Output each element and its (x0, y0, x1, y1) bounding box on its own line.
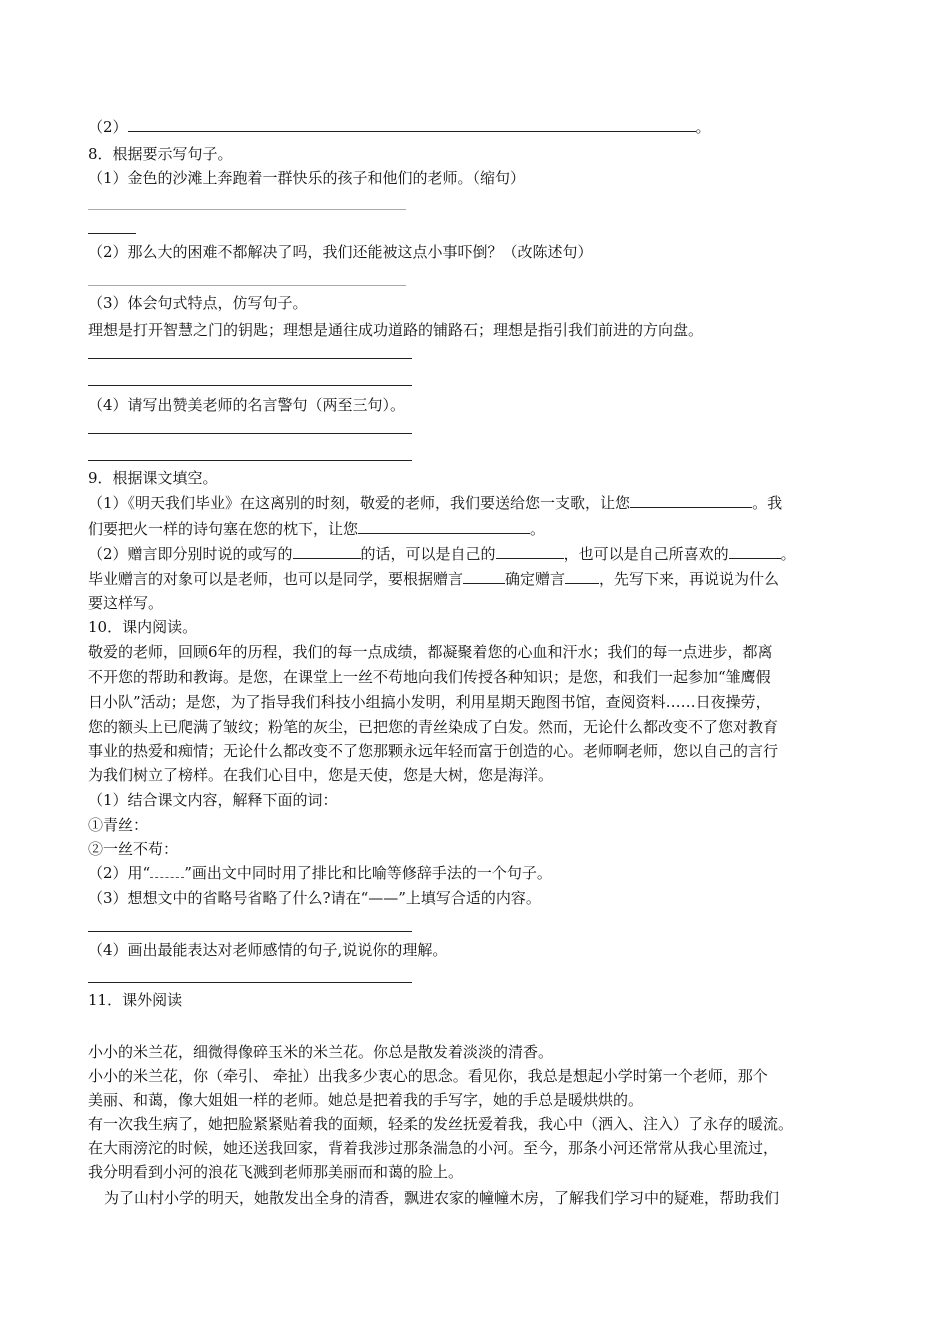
q8-item1: （1）金色的沙滩上奔跑着一群快乐的孩子和他们的老师。（缩句） (88, 169, 526, 187)
answer-line[interactable] (88, 209, 406, 210)
q9-heading: 9．根据课文填空。 (88, 469, 218, 487)
passage-line: 日小队”活动；是您，为了指导我们科技小组搞小发明，利用星期天跑图书馆，查阅资料……日夜操劳， (88, 693, 771, 711)
reading-line: 美丽、和蔼，像大姐姐一样的老师。她总是把着我的手写字，她的手总是暖烘烘的。 (88, 1091, 644, 1109)
reading-line: 小小的米兰花，细微得像碎玉米的米兰花。你总是散发着淡淡的清香。 (88, 1043, 554, 1061)
answer-line[interactable] (88, 358, 412, 359)
reading-line: 在大雨滂沱的时候，她还送我回家，背着我涉过那条湍急的小河。至今，那条小河还常常从我心里流过， (88, 1139, 779, 1157)
answer-blank[interactable] (729, 544, 781, 559)
q8-item4: （4）请写出赞美老师的名言警句（两至三句）。 (88, 396, 406, 414)
reading-line: 小小的米兰花，你（牵引、 牵扯）出我多少衷心的思念。看见你，我总是想起小学时第一个老师，那个 (88, 1067, 768, 1085)
q10-item1: （1）结合课文内容，解释下面的词： (88, 791, 338, 809)
q9-item1-line1: （1）《明天我们毕业》在这离别的时刻，敬爱的老师，我们要送给您一支歌，让您 。我 (88, 494, 783, 512)
q10-item1-word1: ①青丝： (88, 816, 149, 834)
answer-blank[interactable] (565, 569, 599, 584)
passage-line: 不开您的帮助和教诲。是您，在课堂上一丝不苟地向我们传授各种知识；是您，和我们一起参加“雏鹰假 (88, 668, 771, 686)
answer-line-continuation[interactable] (88, 233, 136, 234)
q7-item2-line: （2） 。 (88, 118, 711, 136)
q10-item1-word2: ②一丝不苟： (88, 840, 179, 858)
reading-line: 有一次我生病了，她把脸紧紧贴着我的面颊，轻柔的发丝抚爱着我，我心中（洒入、注入）了永存的暖流。 (88, 1115, 794, 1133)
q10-item3: （3）想想文中的省略号省略了什么?请在“——”上填写合适的内容。 (88, 889, 541, 907)
q9-item2-line1: （2）赠言即分别时说的或写的 的话，可以是自己的 ，也可以是自己所喜欢的 。 (88, 545, 796, 563)
answer-blank[interactable] (358, 519, 530, 534)
q9-item1-line2: 们要把火一样的诗句塞在您的枕下，让您 。 (88, 520, 546, 538)
answer-blank[interactable] (630, 493, 752, 508)
q10-item2: （2）用“ ”画出文中同时用了排比和比喻等修辞手法的一个句子。 (88, 864, 552, 882)
reading-line: 为了山村小学的明天，她散发出全身的清香，飘进农家的幢幢木房，了解我们学习中的疑难，帮助我们 (104, 1189, 780, 1207)
answer-line[interactable] (88, 433, 412, 434)
answer-blank[interactable] (496, 544, 564, 559)
passage-line: 为我们树立了榜样。在我们心目中，您是天使，您是大树，您是海洋。 (88, 766, 554, 784)
q11-heading: 11．课外阅读 (88, 991, 183, 1009)
underline-sample (150, 863, 184, 878)
q8-item2: （2）那么大的困难不都解决了吗，我们还能被这点小事吓倒？（改陈述句） (88, 243, 593, 261)
answer-line[interactable] (88, 385, 412, 386)
q10-item4: （4）画出最能表达对老师感情的句子,说说你的理解。 (88, 941, 448, 959)
item-label: （2） (88, 118, 128, 136)
answer-line[interactable] (88, 460, 412, 461)
answer-line[interactable] (88, 931, 412, 932)
q9-item2-line3: 要这样写。 (88, 594, 164, 612)
answer-line[interactable] (88, 285, 406, 286)
q9-item2-line2: 毕业赠言的对象可以是老师，也可以是同学，要根据赠言 确定赠言 ，先写下来，再说说为什么 (88, 570, 780, 588)
answer-blank[interactable] (293, 544, 361, 559)
q10-heading: 10．课内阅读。 (88, 618, 198, 636)
passage-line: 事业的热爱和痴情；无论什么都改变不了您那颗永远年轻而富于创造的心。老师啊老师，您以自己的言行 (88, 742, 779, 760)
q8-heading: 8．根据要示写句子。 (88, 145, 233, 163)
passage-line: 您的额头上已爬满了皱纹；粉笔的灰尘，已把您的青丝染成了白发。然而，无论什么都改变不了您对教育 (88, 718, 779, 736)
q8-item3: （3）体会句式特点，仿写句子。 (88, 294, 308, 312)
answer-blank[interactable] (463, 569, 505, 584)
answer-line[interactable] (88, 982, 412, 983)
answer-blank[interactable] (128, 117, 696, 132)
passage-line: 敬爱的老师，回顾6年的历程，我们的每一点成绩，都凝聚着您的心血和汗水；我们的每一点进步，都离 (88, 643, 773, 661)
reading-line: 我分明看到小河的浪花飞溅到老师那美丽而和蔼的脸上。 (88, 1163, 464, 1181)
q8-item3-sentence: 理想是打开智慧之门的钥匙；理想是通往成功道路的铺路石；理想是指引我们前进的方向盘。 (88, 321, 704, 339)
